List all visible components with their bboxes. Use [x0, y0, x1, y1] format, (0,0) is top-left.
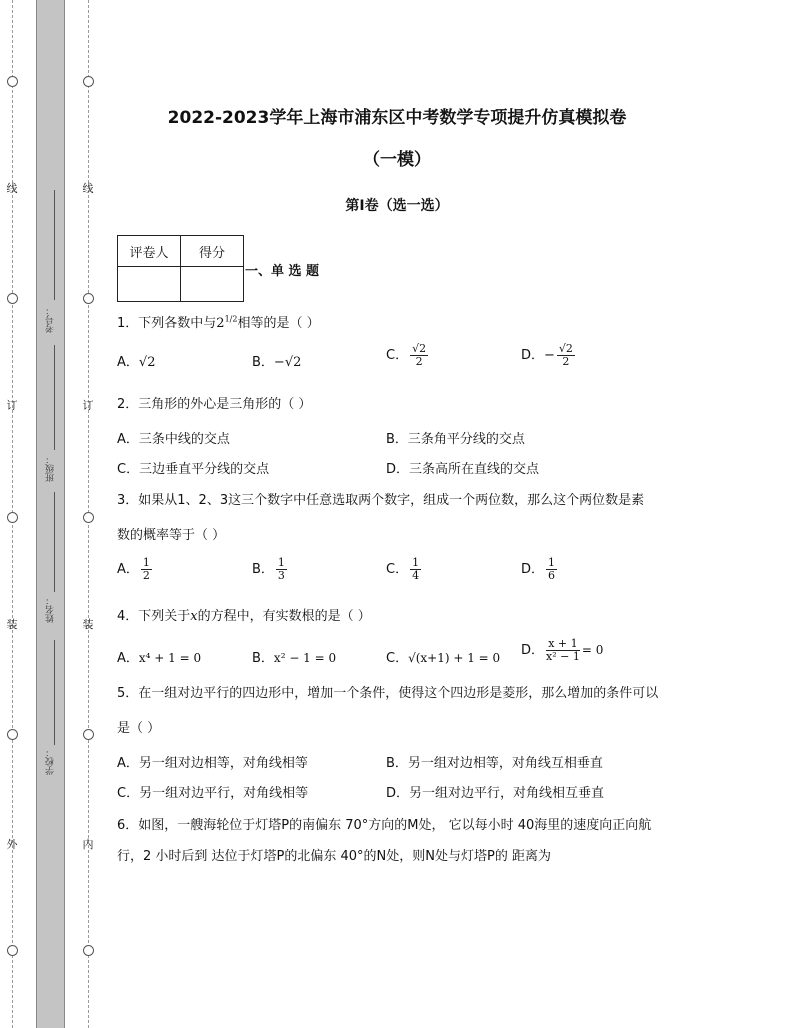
question-6-line-1: 6．如图，一艘海轮位于灯塔P的南偏东 70°方向的M处， 它以每小时 40海里的速度向正向航 [117, 818, 652, 833]
q3-option-c[interactable]: C． $\frac{1}{4}$ [386, 556, 420, 582]
margin-label-inner: 内 [82, 838, 94, 851]
binding-hole-icon [7, 729, 18, 740]
q3-option-a[interactable]: A． $\frac{1}{2}$ [117, 556, 150, 582]
q1-option-b[interactable]: B．−√2 [252, 355, 302, 370]
margin-label-inner-staple: 装 [82, 618, 94, 631]
score-table [117, 235, 244, 302]
reviewer-header: 评卷人 [118, 236, 181, 267]
binding-gutter [36, 0, 65, 1028]
binding-hole-icon [83, 293, 94, 304]
margin-label-outer-bind: 订 [6, 399, 18, 412]
volume-title: 第I卷（选一选） [345, 198, 449, 214]
q5-option-a[interactable]: A．另一组对边相等，对角线相等 [117, 756, 308, 771]
q1-option-d[interactable]: D．− $\frac{√2}{2}$ [521, 342, 573, 368]
q3-option-b[interactable]: B． $\frac{1}{3}$ [252, 556, 285, 582]
exam-number-line [54, 190, 55, 300]
class-line [54, 345, 55, 450]
binding-hole-icon [7, 293, 18, 304]
q5-option-b[interactable]: B．另一组对边相等，对角线互相垂直 [386, 756, 603, 771]
margin-label-outer-staple: 装 [6, 618, 18, 631]
binding-hole-icon [7, 945, 18, 956]
q1-option-a[interactable]: A．√2 [117, 355, 156, 370]
binding-hole-icon [7, 512, 18, 523]
question-3-line-1: 3．如果从1、2、3这三个数字中任意选取两个数字，组成一个两位数，那么这个两位数是素 [117, 493, 645, 508]
question-3-line-2: 数的概率等于（ ） [117, 528, 226, 543]
question-2: 2．三角形的外心是三角形的（ ） [117, 397, 312, 412]
section-title: 一、单 选 题 [245, 264, 320, 279]
binding-hole-icon [7, 76, 18, 87]
question-1 [117, 312, 687, 331]
page-subtitle: （一模） [363, 150, 431, 170]
q2-option-a[interactable]: A．三条中线的交点 [117, 432, 230, 447]
q5-option-d[interactable]: D．另一组对边平行，对角线相互垂直 [386, 786, 605, 801]
score-cell[interactable] [181, 267, 244, 302]
school-line [54, 640, 55, 745]
binding-hole-icon [83, 945, 94, 956]
q4-option-d[interactable]: D． $\frac{x + 1}{\text{x² − 1}}$ = 0 [521, 637, 604, 663]
page-title: 2022-2023学年上海市浦东区中考数学专项提升仿真模拟卷 [167, 108, 627, 128]
binding-hole-icon [83, 729, 94, 740]
reviewer-cell[interactable] [118, 267, 181, 302]
question-5-line-1: 5．在一组对边平行的四边形中，增加一个条件，使得这个四边形是菱形，那么增加的条件可以 [117, 686, 659, 701]
margin-label-inner-line: 线 [82, 182, 94, 195]
question-1-stem-start: 1．下列各数中与 [117, 316, 217, 331]
score-header: 得分 [181, 236, 244, 267]
margin-label-outer: 外 [6, 838, 18, 851]
margin-label-inner-bind: 订 [82, 399, 94, 412]
q2-option-c[interactable]: C．三边垂直平分线的交点 [117, 462, 270, 477]
question-6-line-2: 行，2 小时后到 达位于灯塔P的北偏东 40°的N处，则N处与灯塔P的 距离为 [117, 849, 551, 864]
school-field: 学校： [46, 748, 56, 775]
class-field: 班级： [46, 455, 56, 482]
exam-number-field: 考号： [46, 306, 56, 333]
binding-hole-icon [83, 76, 94, 87]
question-1-expression: $2^{1/2}$ [216, 314, 238, 331]
q4-option-a[interactable]: A．x⁴ + 1 = 0 [117, 651, 202, 666]
question-4: 4．下列关于x的方程中，有实数根的是（ ） [117, 609, 371, 624]
q4-option-b[interactable]: B．x² − 1 = 0 [252, 651, 337, 666]
name-line [54, 492, 55, 592]
question-5-line-2: 是（ ） [117, 721, 161, 736]
margin-label-outer-line: 线 [6, 182, 18, 195]
q3-option-d[interactable]: D． $\frac{1}{6}$ [521, 556, 556, 582]
name-field: 姓名： [46, 596, 56, 623]
q1-option-c[interactable]: C． $\frac{√2}{2}$ [386, 342, 427, 368]
binding-hole-icon [83, 512, 94, 523]
q4-option-c[interactable]: C．√(x+1) + 1 = 0 [386, 651, 501, 666]
q5-option-c[interactable]: C．另一组对边平行，对角线相等 [117, 786, 309, 801]
q2-option-d[interactable]: D．三条高所在直线的交点 [386, 462, 540, 477]
q2-option-b[interactable]: B．三条角平分线的交点 [386, 432, 525, 447]
question-1-stem-end: 相等的是（ ） [237, 316, 320, 331]
